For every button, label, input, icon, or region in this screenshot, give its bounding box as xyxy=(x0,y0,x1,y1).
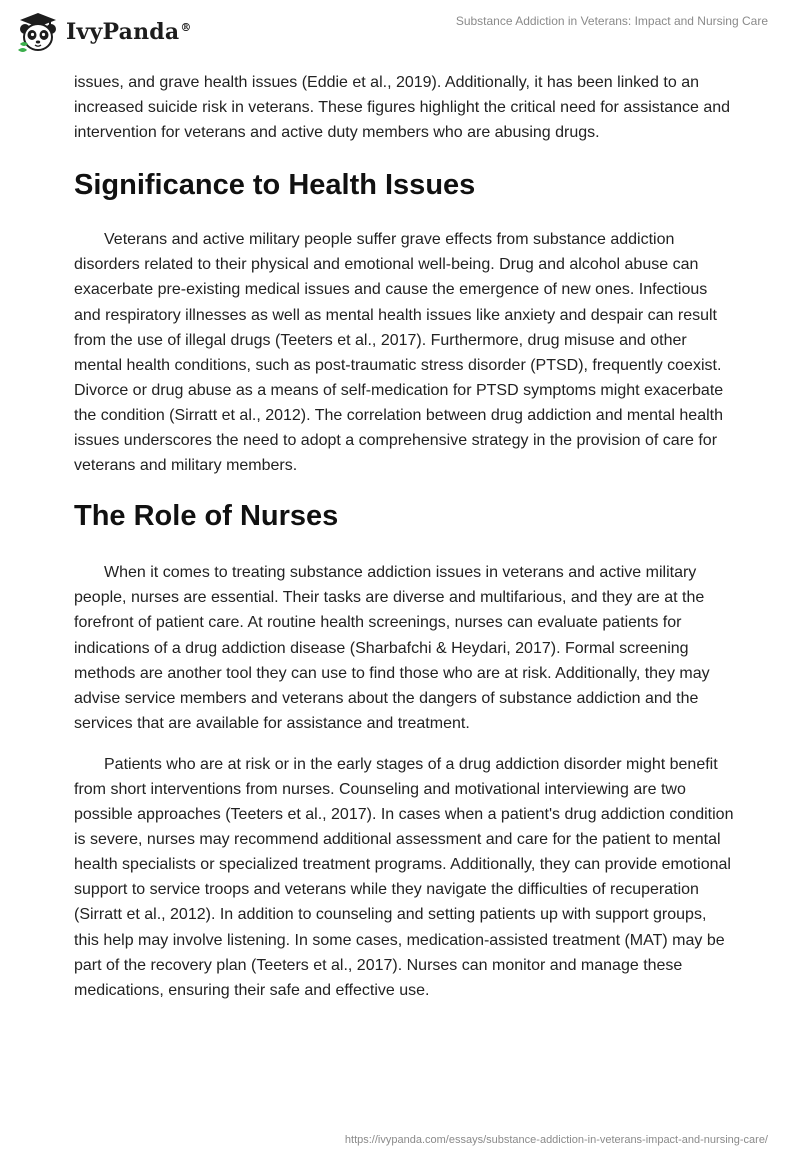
essay-content xyxy=(74,70,734,1003)
brand-name: IvyPanda® xyxy=(66,19,192,45)
document-title: Substance Addiction in Veterans: Impact and Nursing Care xyxy=(455,14,768,28)
brand-logo[interactable] xyxy=(16,10,192,54)
significance-paragraph: Veterans and active military people suffer grave effects from substance addiction disorders related to their physical and emotional well-being. Drug and alcohol abuse can exacerbate pre-existing medical issues and cause the emergence of new ones. Infectious and respiratory illnesses as well as mental health issues like anxiety and despair can result from the use of illegal drugs (Teeters et al., 2017). Furthermore, drug misuse and other mental health conditions, such as post-traumatic stress disorder (PTSD), frequently coexist. Divorce or drug abuse as a means of self-medication for PTSD symptoms might exacerbate the condition (Sirratt et al., 2012). The correlation between drug addiction and mental health issues underscores the need to adopt a comprehensive strategy in the provision of care for veterans and military members. xyxy=(74,231,724,475)
intro-paragraph: issues, and grave health issues (Eddie et al., 2019). Additionally, it has been linked to an increased suicide risk in veterans. These figures highlight the critical need for assistance and intervention for veterans and active duty members who are abusing drugs. xyxy=(74,74,731,142)
heading-significance: Significance to Health Issues xyxy=(74,169,476,202)
panda-graduate-icon xyxy=(16,10,60,54)
source-url[interactable]: https://ivypanda.com/essays/substance-addiction-in-veterans-impact-and-nursing-care/ xyxy=(344,1134,768,1146)
heading-role-of-nurses: The Role of Nurses xyxy=(74,500,339,533)
nurses-paragraph-2: Patients who are at risk or in the early stages of a drug addiction disorder might benefit from short interventions from nurses. Counseling and motivational interviewing are two possible approaches (Teeters et al., 2017). In cases when a patient's drug addiction condition is severe, nurses may recommend additional assessment and care for the patient to mental health specialists or specialized treatment programs. Additionally, they can provide emotional support to service troops and veterans while they navigate the difficulties of recuperation (Sirratt et al., 2012). In addition to counseling and setting patients up with support groups, this help may involve listening. In some cases, medication-assisted treatment (MAT) may be part of the recovery plan (Teeters et al., 2017). Nurses can monitor and manage these medications, ensuring their safe and effective use. xyxy=(74,755,734,999)
nurses-paragraph-1: When it comes to treating substance addiction issues in veterans and active military people, nurses are essential. Their tasks are diverse and multifarious, and they are at the forefront of patient care. At routine health screenings, nurses can evaluate patients for indications of a drug addiction disease (Sharbafchi & Heydari, 2017). Formal screening methods are another tool they can use to find those who are at risk. Additionally, they may advise service members and veterans about the dangers of substance addiction and the services that are available for assistance and treatment. xyxy=(74,564,710,732)
page-header xyxy=(0,0,800,60)
